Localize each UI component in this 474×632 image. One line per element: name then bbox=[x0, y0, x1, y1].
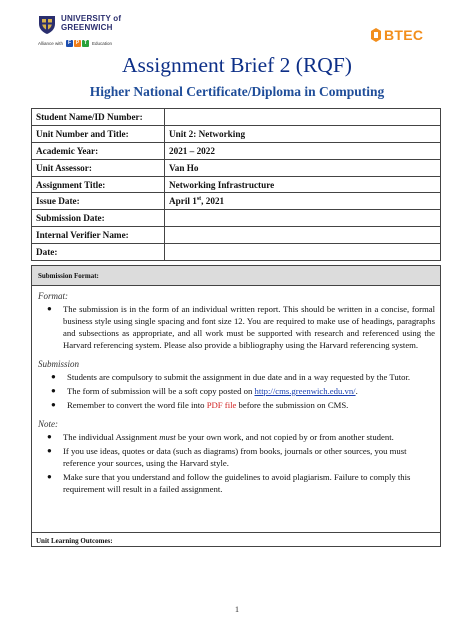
document-subtitle: Higher National Certificate/Diploma in Computing bbox=[89, 84, 385, 99]
assignment-info-table bbox=[31, 108, 441, 261]
submission-format-box bbox=[31, 265, 441, 547]
note-emphasis: must bbox=[159, 432, 176, 442]
fpt-letter-p: P bbox=[75, 40, 80, 46]
bullet-icon: ● bbox=[47, 472, 52, 481]
btec-label: BTEC bbox=[384, 27, 424, 43]
page-number: 1 bbox=[234, 604, 240, 614]
table-row bbox=[32, 176, 441, 193]
note-text: If you use ideas, quotes or data (such as diagrams) from books, journals or other sources, you must reference your sources, using the Harvard style. bbox=[63, 446, 407, 468]
header-logos bbox=[0, 0, 474, 60]
alliance-suffix: Education bbox=[92, 41, 113, 46]
info-label: Internal Verifier Name: bbox=[32, 227, 165, 244]
bullet-icon: ● bbox=[51, 386, 56, 395]
unit-learning-outcomes-header: Unit Learning Outcomes: bbox=[32, 532, 440, 546]
btec-mark-icon bbox=[370, 28, 382, 42]
info-value bbox=[165, 109, 441, 126]
info-label: Unit Number and Title: bbox=[32, 125, 165, 142]
info-value: 2021 – 2022 bbox=[165, 142, 441, 159]
info-label: Student Name/ID Number: bbox=[32, 109, 165, 126]
note-text: be your own work, and not copied by or from another student. bbox=[175, 432, 394, 442]
bullet-icon: ● bbox=[51, 400, 56, 409]
info-value bbox=[165, 227, 441, 244]
submission-format-header: Submission Format: bbox=[32, 266, 440, 286]
info-value: Unit 2: Networking bbox=[165, 125, 441, 142]
info-label: Submission Date: bbox=[32, 210, 165, 227]
list-item bbox=[38, 431, 435, 443]
note-label: Note: bbox=[38, 419, 58, 429]
info-value: Van Ho bbox=[165, 159, 441, 176]
table-row bbox=[32, 109, 441, 126]
fpt-letter-f: F bbox=[67, 40, 72, 46]
document-title: Assignment Brief 2 (RQF) bbox=[122, 53, 352, 77]
issue-date-ordinal: st bbox=[196, 196, 202, 203]
table-row bbox=[32, 210, 441, 227]
list-item bbox=[38, 303, 435, 351]
note-text: The individual Assignment bbox=[63, 432, 160, 442]
list-item bbox=[38, 445, 435, 469]
alliance-line bbox=[38, 40, 112, 47]
info-label: Assignment Title: bbox=[32, 176, 165, 193]
alliance-prefix: Alliance with bbox=[38, 41, 64, 46]
list-item bbox=[38, 385, 435, 397]
list-item bbox=[38, 471, 435, 495]
issue-date-main: April 1 bbox=[169, 196, 197, 207]
submission-bullet-text: The form of submission will be a soft copy posted on bbox=[67, 386, 255, 396]
submission-format-content bbox=[32, 286, 440, 495]
table-row bbox=[32, 142, 441, 159]
issue-date-year: , 2021 bbox=[201, 196, 225, 207]
fpt-letter-t: T bbox=[83, 40, 88, 46]
university-name-line2: GREENWICH bbox=[61, 23, 113, 32]
submission-bullet-text: before the submission on CMS. bbox=[236, 400, 349, 410]
table-row bbox=[32, 227, 441, 244]
submission-label: Submission bbox=[38, 359, 80, 369]
bullet-icon: ● bbox=[47, 446, 52, 455]
list-item bbox=[38, 399, 435, 411]
info-label: Unit Assessor: bbox=[32, 159, 165, 176]
fpt-logo bbox=[66, 40, 89, 47]
btec-logo bbox=[370, 22, 423, 48]
note-text: Make sure that you understand and follow the guidelines to avoid plagiarism. Failure to comply this requirement will result in a failed assignment. bbox=[63, 472, 411, 494]
format-label: Format: bbox=[38, 291, 68, 301]
info-value bbox=[165, 244, 441, 261]
submission-bullet-text: Students are compulsory to submit the assignment in due date and in a way requested by the Tutor. bbox=[67, 372, 411, 382]
list-item bbox=[38, 371, 435, 383]
bullet-icon: ● bbox=[51, 372, 56, 381]
info-label: Issue Date: bbox=[32, 193, 165, 210]
table-row bbox=[32, 125, 441, 142]
cms-link[interactable]: http://cms.greenwich.edu.vn/ bbox=[254, 386, 356, 396]
table-row bbox=[32, 244, 441, 261]
pdf-file-text: PDF file bbox=[206, 400, 237, 410]
submission-bullet-text: . bbox=[355, 386, 358, 396]
info-value-issue-date bbox=[165, 193, 441, 210]
university-name-line1: UNIVERSITY of bbox=[61, 14, 122, 23]
bullet-icon: ● bbox=[47, 304, 52, 313]
info-value bbox=[165, 210, 441, 227]
university-logo bbox=[36, 13, 146, 53]
format-text: The submission is in the form of an individual written report. This should be written in a concise, formal business style using single spacing and font size 12. You are required to make use of headings, paragraphs and subsections as appropriate, and all work must be supported with research and referenced using the Harvard referencing system. Please also provide a bibliography using the Harvard referencing system. bbox=[63, 304, 435, 350]
info-label: Academic Year: bbox=[32, 142, 165, 159]
table-row bbox=[32, 159, 441, 176]
university-crest-icon bbox=[36, 13, 58, 35]
bullet-icon: ● bbox=[47, 432, 52, 441]
info-label: Date: bbox=[32, 244, 165, 261]
submission-bullet-text: Remember to convert the word file into bbox=[67, 400, 207, 410]
info-value: Networking Infrastructure bbox=[165, 176, 441, 193]
table-row bbox=[32, 193, 441, 210]
